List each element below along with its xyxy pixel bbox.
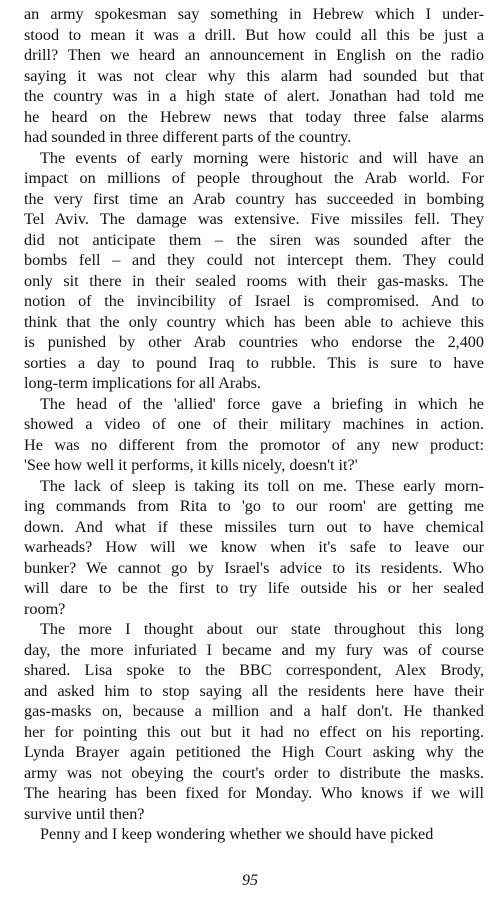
text-line: showed a video of one of their military machines in action. [24,415,484,433]
text-line: 'See how well it performs, it kills nicely, doesn't it?' [24,456,358,474]
text-line: the very first time an Arab country has succeeded in bombing [24,189,484,208]
text-line: warheads? How will we know when it's safe to leave our [24,538,484,556]
text-line: The hearing has been fixed for Monday. Who knows if we will [24,784,484,802]
text-line: impact on millions of people throughout the Arab world. For [24,169,484,187]
text-line: gas-masks on, because a million and a half don't. He thanked [24,702,484,720]
text-line: will dare to be the first to try life outside his or her sealed [24,579,484,597]
text-line: survive until then? [24,804,145,823]
text-line: saying it was not clear why this alarm had sounded but that [24,66,484,85]
text-line: stood to mean it was a drill. But how could all this be just a [24,25,484,44]
text-line: and asked him to stop saying all the residents here have their [24,681,484,700]
text-line: did not anticipate them – the siren was sounded after the [24,230,484,249]
text-line: down. And what if these missiles turn out to have chemical [24,517,484,536]
text-line: her for pointing this out but it had no effect on his reporting. [24,722,484,741]
text-line: had sounded in three different parts of the country. [24,128,352,146]
text-line: day, the more infuriated I became and my fury was of course [24,640,484,659]
text-line: shared. Lisa spoke to the BBC correspondent, Alex Brody, [24,661,484,679]
text-line: army was not obeying the court's order to distribute the masks. [24,763,484,782]
text-line: is punished by other Arab countries who endorse the 2,400 [24,333,484,351]
text-line: sorties a day to pound Iraq to rubble. This is sure to have [24,353,484,372]
text-line: long-term implications for all Arabs. [24,374,261,392]
text-line: he heard on the Hebrew news that today three false alarms [24,107,484,126]
text-line: The more I thought about our state throughout this long [40,620,484,638]
text-line: think that the only country which has been able to achieve this [24,312,484,331]
text-line: drill? Then we heard an announcement in English on the radio [24,46,484,64]
paragraph [24,619,484,824]
paragraph [24,148,484,394]
text-line: the country was in a high state of alert. Jonathan had told me [24,87,484,105]
text-line: bombs fell – and they could not intercept them. They could [24,251,484,269]
page-number: 95 [242,872,258,889]
text-line: He was no different from the promotor of any new product: [24,435,484,454]
body-text [24,4,484,845]
text-line: an army spokesman say something in Hebrew which I under- [24,5,484,23]
text-line: Lynda Brayer again petitioned the High Court asking why the [24,743,484,761]
text-line: The events of early morning were historic and will have an [40,148,484,167]
text-line: Tel Aviv. The damage was extensive. Five missiles fell. They [24,210,484,228]
paragraph [24,4,484,148]
text-line: The head of the 'allied' force gave a briefing in which he [40,394,484,413]
text-line: The lack of sleep is taking its toll on me. These early morn- [40,476,484,495]
text-line: ing commands from Rita to 'go to our room' are getting me [24,497,484,515]
text-line: room? [24,599,66,618]
paragraph [24,824,484,845]
paragraph [24,394,484,476]
text-line: bunker? We cannot go by Israel's advice to its residents. Who [24,558,484,577]
paragraph [24,476,484,620]
text-line: only sit there in their sealed rooms with their gas-masks. The [24,271,484,290]
text-line: Penny and I keep wondering whether we should have picked [40,825,434,843]
text-line: notion of the invincibility of Israel is compromised. And to [24,292,484,310]
